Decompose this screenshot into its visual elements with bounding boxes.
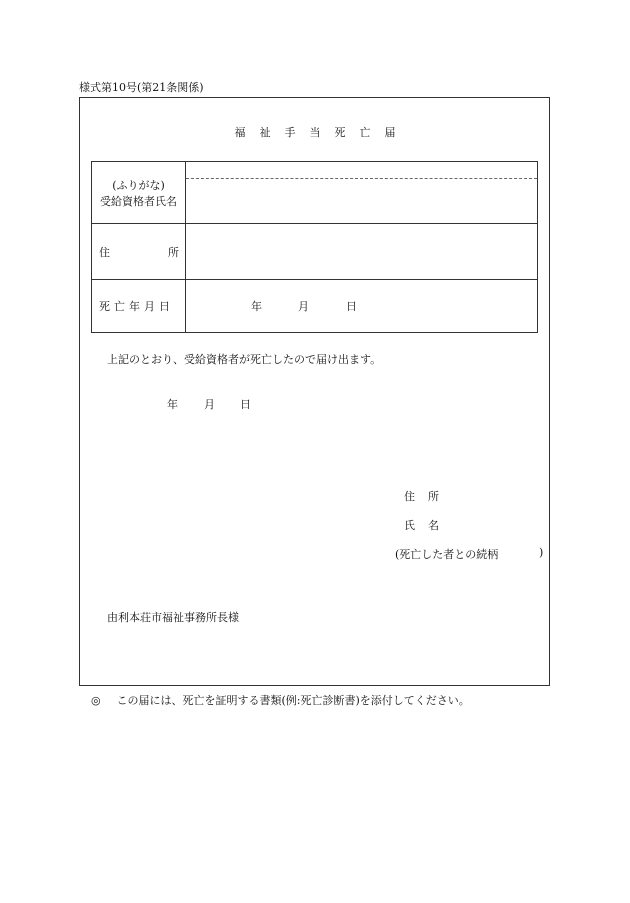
- declaration-statement: 上記のとおり、受給資格者が死亡したので届け出ます。: [107, 353, 382, 366]
- recipient-name-field[interactable]: [186, 162, 537, 223]
- address-label-first: 住: [99, 246, 110, 259]
- death-date-label: 死亡年月日: [99, 300, 174, 313]
- address-row: [92, 223, 537, 280]
- attachment-note: [91, 692, 470, 708]
- submission-year-label: 年: [167, 398, 178, 411]
- form-number: 様式第10号(第21条関係): [79, 81, 204, 94]
- death-date-field[interactable]: [186, 279, 537, 333]
- note-mark-icon: ◎: [91, 694, 101, 707]
- signatory-address-label-second: 所: [428, 490, 439, 503]
- address-field[interactable]: [186, 223, 537, 279]
- furigana-divider: [186, 178, 537, 179]
- death-date-row: [92, 279, 537, 333]
- death-day-label: 日: [346, 300, 357, 313]
- relationship-label: (死亡した者との続柄: [395, 548, 499, 561]
- death-date-label-cell: [92, 279, 186, 333]
- signatory-address-label-first: 住: [404, 490, 415, 503]
- death-month-label: 月: [298, 300, 309, 313]
- recipient-name-row: [92, 162, 537, 224]
- recipient-name-label-cell: [92, 162, 186, 223]
- submission-month-label: 月: [204, 398, 215, 411]
- submission-day-label: 日: [240, 398, 251, 411]
- attachment-note-text: この届には、死亡を証明する書類(例:死亡診断書)を添付してください。: [116, 694, 470, 707]
- info-table: [91, 161, 538, 333]
- form-title: 福祉手当死亡届: [234, 126, 410, 139]
- recipient-name-label: 受給資格者氏名: [100, 195, 177, 208]
- signatory-name-label-first: 氏: [404, 519, 415, 532]
- signatory-name-label-second: 名: [428, 519, 439, 532]
- address-label-second: 所: [168, 246, 179, 259]
- death-year-label: 年: [251, 300, 262, 313]
- relationship-close-paren: ): [539, 546, 544, 559]
- furigana-label: (ふりがな): [112, 179, 165, 192]
- address-label-cell: [92, 223, 186, 279]
- addressee: 由利本荘市福祉事務所長様: [107, 611, 239, 624]
